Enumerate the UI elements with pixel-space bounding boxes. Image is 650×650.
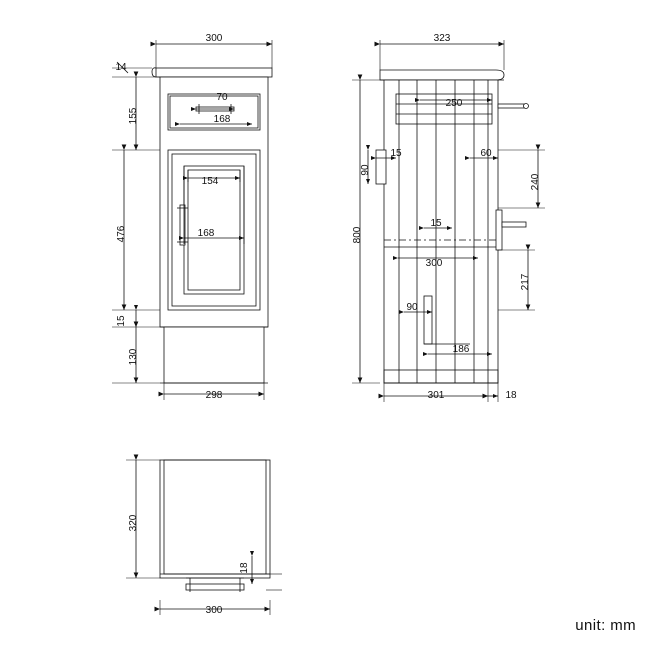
dim-side-height-800: 800 (352, 226, 363, 244)
dim-side-15-left: 15 (390, 148, 402, 159)
front-view (152, 68, 272, 383)
dim-side-15-mid: 15 (430, 218, 442, 229)
dim-front-top-thickness: 14 (115, 62, 127, 73)
dim-front-door-panel-w: 168 (197, 228, 215, 239)
dim-front-plinth: 130 (128, 348, 139, 366)
unit-note: unit: mm (575, 617, 636, 634)
dim-top-depth-320: 320 (128, 514, 139, 532)
dim-side-217: 217 (520, 273, 531, 291)
side-view (376, 70, 529, 383)
dim-side-60: 60 (480, 148, 492, 159)
dim-side-300: 300 (425, 258, 443, 269)
dim-side-90-top: 90 (360, 164, 371, 176)
dim-side-base-301: 301 (427, 390, 445, 401)
dim-side-186: 186 (452, 344, 470, 355)
dim-side-back-18: 18 (505, 390, 517, 401)
dim-side-90-bottom: 90 (406, 302, 418, 313)
dim-front-drawer-inner: 168 (213, 114, 231, 125)
dim-front-drawer-height: 155 (128, 107, 139, 125)
dim-front-handle-len: 70 (216, 92, 228, 103)
dim-front-door-panel-h: 154 (201, 176, 219, 187)
dim-front-gap: 15 (116, 315, 127, 327)
dim-side-240: 240 (530, 173, 541, 191)
dim-side-rail-250: 250 (445, 98, 463, 109)
dim-top-width-300: 300 (205, 605, 223, 616)
dim-front-door-height: 476 (116, 225, 127, 243)
dim-front-base-width: 298 (205, 390, 223, 401)
dim-front-width-top: 300 (205, 33, 223, 44)
dim-top-18: 18 (239, 562, 250, 574)
top-view (160, 460, 270, 592)
dim-side-depth-top: 323 (433, 33, 451, 44)
